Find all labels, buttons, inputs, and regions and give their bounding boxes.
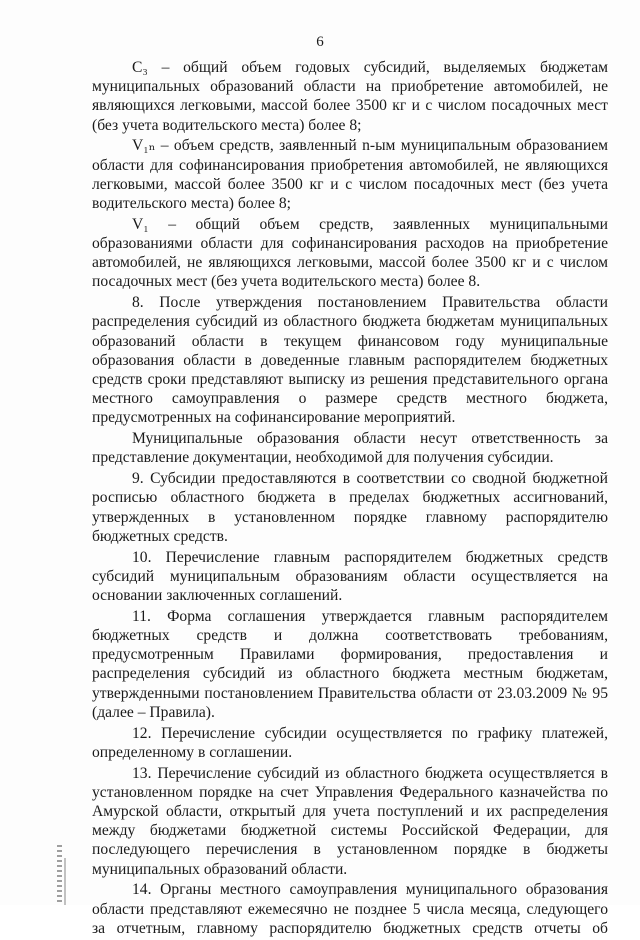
paragraph-clause-10: 10. Перечисление главным распорядителем бюджетных средств субсидий муниципальным образованиям области осуществляется на основании заключенных соглашений. [92,548,608,605]
paragraph-clause-11: 11. Форма соглашения утверждается главным распорядителем бюджетных средств и должна соответствовать требованиям, предусмотренным Правилами формирования, предоставления и распределения субсидий из областного бюджета местным бюджетам, утвержденными постановлением Правительства области от 23.03.2009 № 95 (далее – Правила). [92,607,608,721]
paragraph-v1-definition: V₁ – общий объем средств, заявленных муниципальными образованиями области для софинансирования расходов на приобретение автомобилей, не являющихся легковыми, массой более 3500 кг и с числом посадочных мест (без учета водительского места) более 8. [92,215,608,291]
paragraph-v1n-definition: V₁ₙ – объем средств, заявленный n-ым муниципальным образованием области для софинансирования приобретения автомобилей, не являющихся легковыми, массой более 3500 кг и с числом посадочных мест (без учета водительского места) более 8; [92,137,608,213]
page-number: 6 [316,34,324,50]
scan-edge-line [64,858,66,905]
paragraph-clause-9: 9. Субсидии предоставляются в соответствии со сводной бюджетной росписью областного бюджета в пределах бюджетных ассигнований, утвержденных в установленном порядке главному распорядителю бюджетных средств. [92,470,608,545]
scan-edge-mark [57,845,62,905]
paragraph-clause-12: 12. Перечисление субсидии осуществляется по графику платежей, определенному в соглашении. [92,724,608,761]
paragraph-clause-14: 14. Органы местного самоуправления муниципального образования области представляют ежемесячно не позднее 5 числа месяца, следующего за отчетным, главному распорядителю бюджетных средств отчеты об [92,881,608,937]
paragraph-clause-8: 8. После утверждения постановлением Правительства области распределения субсидий из областного бюджета бюджетам муниципальных образований области в текущем финансовом году муниципальные образования области в доведенные главным распорядителем бюджетных средств сроки представляют выписку из решения представительного органа местного самоуправления о размере средств местного бюджета, предусмотренных на софинансирование мероприятий. [92,294,608,427]
paragraph-clause-13: 13. Перечисление субсидий из областного бюджета осуществляется в установленном порядке на счет Управления Федерального казначейства по Амурской области, открытый для учета поступлений и их распределения между бюджетами бюджетной системы Российской Федерации, для последующего перечисления в установленном порядке в бюджеты муниципальных образований области. [92,764,608,878]
document-body [92,58,608,940]
paragraph-responsibility: Муниципальные образования области несут ответственность за представление документации, необходимой для получения субсидии. [92,430,608,467]
paragraph-c3-definition: С₃ – общий объем годовых субсидий, выделяемых бюджетам муниципальных образований области на приобретение автомобилей, не являющихся легковыми, массой более 3500 кг и с числом посадочных мест (без учета водительского места) более 8; [92,59,608,134]
